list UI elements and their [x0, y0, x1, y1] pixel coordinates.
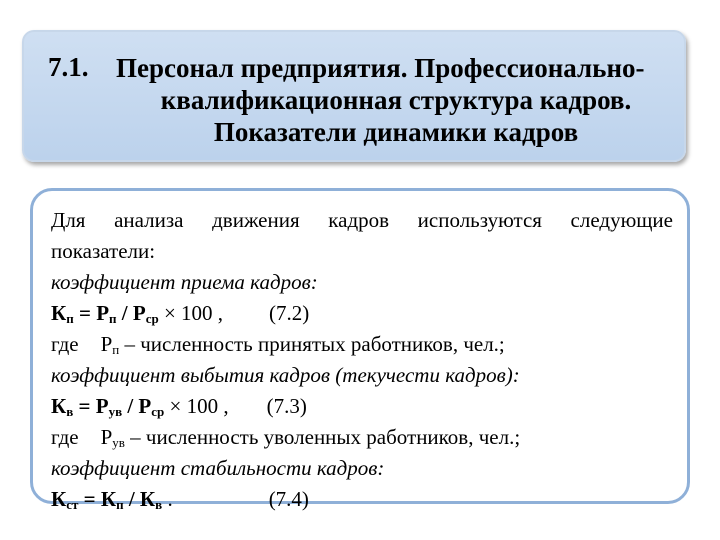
where2-desc: – численность уволенных работников, чел.;: [124, 425, 521, 449]
where1-desc: – численность принятых работников, чел.;: [119, 332, 505, 356]
f3-eq: = К: [78, 487, 117, 511]
where1-gde: где: [51, 332, 79, 356]
intro-line-2: показатели:: [51, 239, 156, 263]
formula-7-2: [51, 298, 673, 329]
f1-tail: × 100 ,: [158, 301, 224, 325]
title-line-3: Показатели динамики кадров: [213, 117, 579, 147]
f1-lhs: К: [51, 301, 67, 325]
content-box: [30, 188, 690, 512]
f2-eq: = Р: [73, 394, 109, 418]
f2-b-sub: ср: [151, 404, 165, 419]
title-line-2: квалификационная структура кадров.: [160, 85, 632, 115]
formula-7-3: [51, 391, 673, 422]
intro-line-1: Для анализа движения кадров используются следующие: [51, 208, 673, 232]
f3-div: / К: [123, 487, 156, 511]
f3-b-sub: в: [155, 497, 163, 512]
f1-lhs-sub: п: [66, 311, 74, 326]
title-line-1: Персонал предприятия. Профессионально-: [116, 53, 645, 83]
hiring-coefficient-heading: коэффициент приема кадров:: [51, 270, 318, 294]
f1-eq: = Р: [73, 301, 110, 325]
f3-lhs-sub: ст: [66, 497, 79, 512]
f3-lhs: К: [51, 487, 67, 511]
content-text: [51, 205, 673, 515]
f2-lhs: К: [51, 394, 67, 418]
turnover-coefficient-heading: коэффициент выбытия кадров (текучести кадров):: [51, 363, 520, 387]
where1-sym-sub: п: [112, 342, 120, 357]
stability-coefficient-heading: коэффициент стабильности кадров:: [51, 456, 385, 480]
f1-div: / Р: [116, 301, 146, 325]
f1-b-sub: ср: [145, 311, 159, 326]
title-box: [22, 30, 686, 162]
f3-number: (7.4): [268, 487, 309, 511]
f2-number: (7.3): [266, 394, 307, 418]
slide-title: [116, 52, 676, 148]
f1-a-sub: п: [109, 311, 117, 326]
where-line-2: [51, 422, 673, 453]
f3-tail: .: [162, 487, 173, 511]
f2-tail: × 100 ,: [164, 394, 229, 418]
where1-sym: Р: [100, 332, 113, 356]
formula-7-4: [51, 484, 673, 515]
f1-number: (7.2): [269, 301, 310, 325]
f2-a-sub: ув: [108, 404, 123, 419]
where2-sym-sub: ув: [112, 435, 125, 450]
f2-lhs-sub: в: [66, 404, 74, 419]
f3-a-sub: п: [116, 497, 124, 512]
where2-sym: Р: [100, 425, 113, 449]
where-line-1: [51, 329, 673, 360]
section-number: 7.1.: [48, 52, 89, 82]
where2-gde: где: [51, 425, 79, 449]
f2-div: / Р: [122, 394, 152, 418]
